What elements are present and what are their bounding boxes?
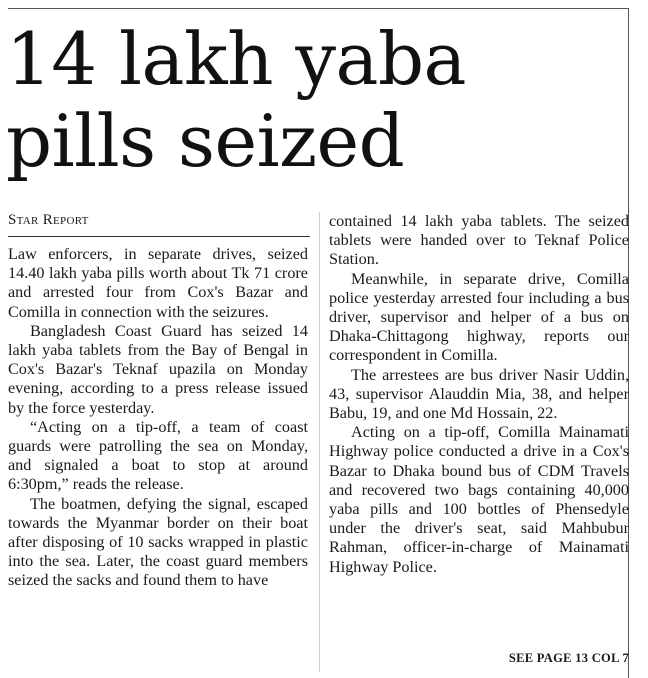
continuation-jump-line: SEE PAGE 13 COL 7 (508, 651, 629, 665)
paragraph: contained 14 lakh yaba tablets. The seized tablets were handed over to Teknaf Police Station. (329, 212, 629, 269)
right-column (329, 212, 629, 577)
headline-line-1: 14 lakh yaba (6, 17, 466, 101)
byline: Star Report (8, 212, 89, 228)
headline-line-2: pills seized (6, 99, 405, 183)
column-divider (319, 212, 320, 672)
headline (6, 18, 621, 182)
paragraph: Bangladesh Coast Guard has seized 14 lakh yaba tablets from the Bay of Bengal in Cox's Bazar's Teknaf upazila on Monday evening, according to a press release issued by the force yesterday. (8, 321, 308, 417)
byline-rule (8, 236, 310, 237)
paragraph: The boatmen, defying the signal, escaped towards the Myanmar border on their boat after disposing of 10 sacks wrapped in plastic into the sea. Later, the coast guard members seized the sacks and found them to have (8, 494, 308, 590)
paragraph: Meanwhile, in separate drive, Comilla police yesterday arrested four including a bus driver, supervisor and helper of a bus on Dhaka-Chittagong highway, reports our correspondent in Comilla. (329, 269, 629, 365)
paragraph: The arrestees are bus driver Nasir Uddin, 43, supervisor Alauddin Mia, 38, and helper Babu, 19, and one Md Hossain, 22. (329, 365, 629, 423)
paragraph: Acting on a tip-off, Comilla Mainamati Highway police conducted a drive in a Cox's Bazar to Dhaka bound bus of CDM Travels and recovered two bags containing 40,000 yaba pills and 100 bottles of Phensedyle under the driver's seat, said Mahbubur Rahman, officer-in-charge of Mainamati Highway Police. (329, 423, 629, 576)
top-rule (8, 8, 628, 9)
paragraph: “Acting on a tip-off, a team of coast guards were patrolling the sea on Monday, and signaled a boat to stop at around 6:30pm,” reads the release. (8, 417, 308, 494)
paragraph: Law enforcers, in separate drives, seized 14.40 lakh yaba pills worth about Tk 71 crore and arrested four from Cox's Bazar and Comilla in connection with the seizures. (8, 245, 308, 321)
left-column (8, 245, 308, 591)
